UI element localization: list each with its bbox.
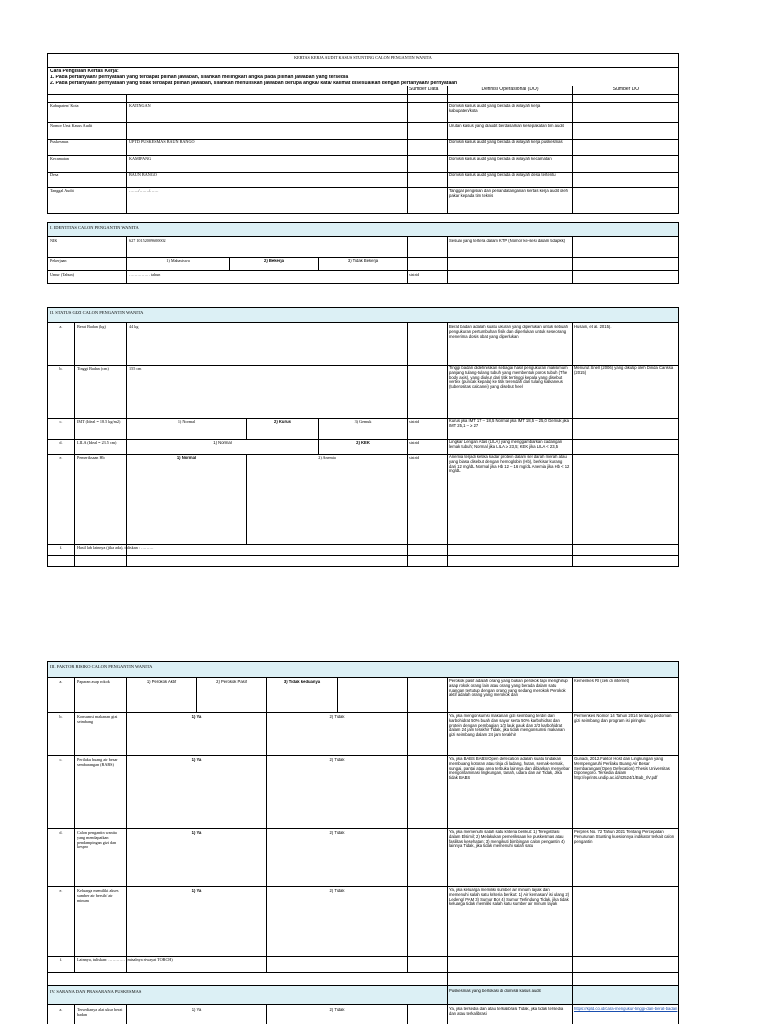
umur-value[interactable]: …………… tahun (129, 273, 161, 277)
nik-label: NIK (50, 239, 58, 243)
col-header-sumber-do: Sumber DO (612, 87, 640, 92)
section-status-gizi-table: II. STATUS GIZI CALON PENGANTIN WANITA a. Berat Badan (kg) 44 kg Berat badan adalah suatu ukuran yang diperlukan untuk sebuah pengukuran pertumbuhan fisik dan diperlukan untuk seseorang menerima dosis obat yang diperlukan Husain, et al. 2015). b. Tinggi Badan (cm) 155 cm Tinggi badan didefinisikan sebagai hasil pengukuran maksimum panjang tulang-tulang tubuh yang membentuk poros tubuh (The body axis), yang diukur dari titik tertinggi kepala yang disebut vertex (puncak kepala) ke titik terendah dari tulang kalkaneus (tuberositas calcanei) yang disebut heel Menurut Snell (2006) yang dikutip oleh Dinda Carissa (2015) c. IMT (Ideal = 18.5 kg/m2) 1) Normal 2) Kurus 3) Gemuk sistrid Kurus jika IMT 17 – 18,5 Normal jika IMT 18,5 – 25,0 Gemuk jika IMT 25,1 – ≥ 27 d. LILA (Ideal = 23.5 cm) 1) Normal 2) KEK sistrid Lingkar Lengan Atas (LILA) yang menggambarkan cadangan lemak tubuh; Normal jika LILA ≥ 23,5; KEK jika LILA < 23,5 e. Pemeriksaan Hb 1) Normal 2) Anemia sistrid Anemia terjadi ketika kadar protein dalam sel darah merah atau yang biasa disebut dengan hemoglobin (Hb), berkisar kurang dari 12 mg/dL Normal jika Hb 12 – 16 mg/dL Anemia jika Hb < 12 mg/dL f. Hasil lab lainnya (jika ada), tuliskan : ……… (47, 307, 679, 567)
pekerjaan-label: Pekerjaan (50, 259, 67, 263)
section-faktor-risiko-table: III. FAKTOR RISIKO CALON PENGANTIN WANITA a. Paparan asap rokok 1) Perokok Aktif 2) Perokok Pasif 3) Tidak keduanya Perokok pasif adalah orang yang bukan perokok tapi menghirup asap rokok orang lain atau orang yang berada dalam satu ruangan tertutup dengan orang yang sedang merokok Perokok aktif adalah orang yang merokok dan Kemenkes RI (cek di internet) b. Konsumsi makanan gizi seimbang 1) Ya 2) Tidak Ya, jika mengonsumsi makanan gizi seimbang terdiri dari karbohidrat 50% buah dan sayur serta 50% karbohidrat dan protein dengan pembagian 1/3 lauk pauk dan 2/3 karbohidrat dalam 24 jam terakhir Tidak, jika tidak mengonsumsi makanan gizi seimbang dalam 24 jam terakhir Permenkes Nomor 14 Tahun 2014 tentang pedoman gizi seimbang dan program isi piringku c. Perilaku buang air besar sembarangan (BABS) 1) Ya 2) Tidak Ya, jika BABS BABS/Open defecation adalah suatu tindakan membuang kotoran atau tinja di ladang, hutan, semak-semak, sungai, pantai atau area terbuka lainnya dan dibiarkan menyebar mengontaminasi lingkungan, tanah, udara dan air Tidak, Jika tidak BABS Gunadi, 2012.Faktor Host dan Lingkungan yang Mempengaruhi Perilaku Buang Air Besar Sembarangan(Open Defecation).Thesis Universitas Diponegoro. Tersedia dalam http://eprints.undip.ac.id/42524/1/Bab_I/V.pdf d. Calon pengantin wanita yang mendapatkan pendampingan gizi dan kespro 1) Ya 2) Tidak Ya, jika memenuhi salah satu kriteria berikut: 1) Teregistrasi dalam Elsimil; 2) Melakukan pemeriksaan ke puskesmas atau fasilitas kesehatan; 3) mengikuti bimbingan calon pengantin 4) lainnya Tidak, jika tidak memenuhi salah satu Perpres No. 72 Tahun 2021 Tentang Percepatan Penurunan Stunting kuesionnya indikator terkait calon pengantin e. Keluarga memiliki akses sumber air bersih/ air minum 1) Ya 2) Tidak Ya, jika keluarga memiliki sumber air minum layak dan memenuhi salah satu kriteria berikut: 1) Air kemasan/ isi ulang 2) Ledeng/ PAM 3) Sumur Bor 4) Sumur Terlindung Tidak, jika tidak keluarga tidak memiliki salah satu sumber air minum layak f. Lainnya, tuliskan: ………… (misalnya riwayat TORCH) IV. SARANA DAN PRASARANA PUSKESMAS Puskesmas yang berlokasi di domisili kasus audit a. Tersedianya alat ukur berat badan 1) Ya 2) Tidak Ya, jika tersedia dan atau terkalibrasi Tidak, jika tidak tersedia dan atau terkalibrasi https://kpld.co.id/cara-mengukur-tinggi-dan-berat-badan (47, 661, 679, 1024)
instruction-2: 2. Pada pertanyaan/ pernyataan yang tidak terdapat pilihan jawaban, silahkan menuliskan jawaban berupa angka/ kata/ kalimat disesuaikan dengan pertanyaan/ pernyataan (50, 81, 458, 86)
pekerjaan-option-2[interactable]: 2) Bekerja (263, 259, 285, 263)
umur-label: Umur (Tahun) (50, 273, 75, 277)
section-4-definition: Puskesmas yang berlokasi di domisili kasus audit (449, 989, 541, 993)
section-4-title: IV. SARANA DAN PRASARANA PUSKESMAS (50, 989, 142, 994)
umur-source: sistrid (409, 273, 420, 277)
section-1-title: I. IDENTITAS CALON PENGANTIN WANITA (50, 225, 139, 230)
instruction-1: 1. Pada pertanyaan/ pernyataan yang terdapat pilihan jawaban, silahkan melingkari angka pada pilihan jawaban yang tersedia (50, 75, 349, 80)
col-header-sumber-data: Sumber Data (409, 87, 439, 92)
audit-header-table: KERTAS KERJA AUDIT KASUS STUNTING CALON PENGANTIN WANITA Cara Pengisian Kertas Kerja: 1. Pada pertanyaan/ pernyataan yang terdapat pilihan jawaban, silahkan melingkari angka pada pilihan jawaban yang tersedia 2. Pada pertanyaan/ pernyataan yang tidak terdapat pilihan jawaban, silahkan menuliskan jawaban berupa angka/ kata/ kalimat disesuaikan dengan pertanyaan/ pernyataan Sumber Data Definisi Operasional (DO) Sumber DO Kabupaten/ Kota KATINGAN Domisili kasus audit yang berada di wilayah kerja kabupaten/kota Nomor Urut Kasus Audit Urutan kasus yang diaudit berdasarkan kesepakatan tim audit Puskesmas UPTD PUSKESMAS BAUN BANGO Domisili kasus audit yang berada di wilayah kerja puskesmas Kecamatan KAMIPANG Domisili kasus audit yang berada di wilayah kecamatan Desa BAUN BANGO Domisili kasus audit yang berada di wilayah desa tertentu Tanggal Audit ……./……./…… Tanggal pengisian dan penandatanganan kertas kerja audit oleh pakar kepada tim teknis (47, 53, 679, 214)
worksheet-title: KERTAS KERJA AUDIT KASUS STUNTING CALON PENGANTIN WANITA (294, 56, 432, 60)
reference-link[interactable]: https://kpld.co.id/cara-mengukur-tinggi-dan-berat-badan (574, 1007, 678, 1011)
section-2-title: II. STATUS GIZI CALON PENGANTIN WANITA (50, 310, 144, 315)
nik-definition: Sesuai yang tertera dalam KTP (Nomor ke-sesi dalam tidapkk) (449, 239, 566, 243)
section-3-title: III. FAKTOR RISIKO CALON PENGANTIN WANITA (50, 664, 153, 669)
pekerjaan-option-1[interactable]: 1) Mahasiswa (166, 259, 190, 263)
instructions-label: Cara Pengisian Kertas Kerja: (50, 69, 119, 74)
section-identitas-table (47, 222, 679, 284)
col-header-definisi: Definisi Operasional (DO) (481, 87, 539, 92)
nik-value[interactable]: 627 10152009600002 (129, 239, 166, 243)
pekerjaan-option-3[interactable]: 3) Tidak Bekerja (347, 259, 379, 263)
